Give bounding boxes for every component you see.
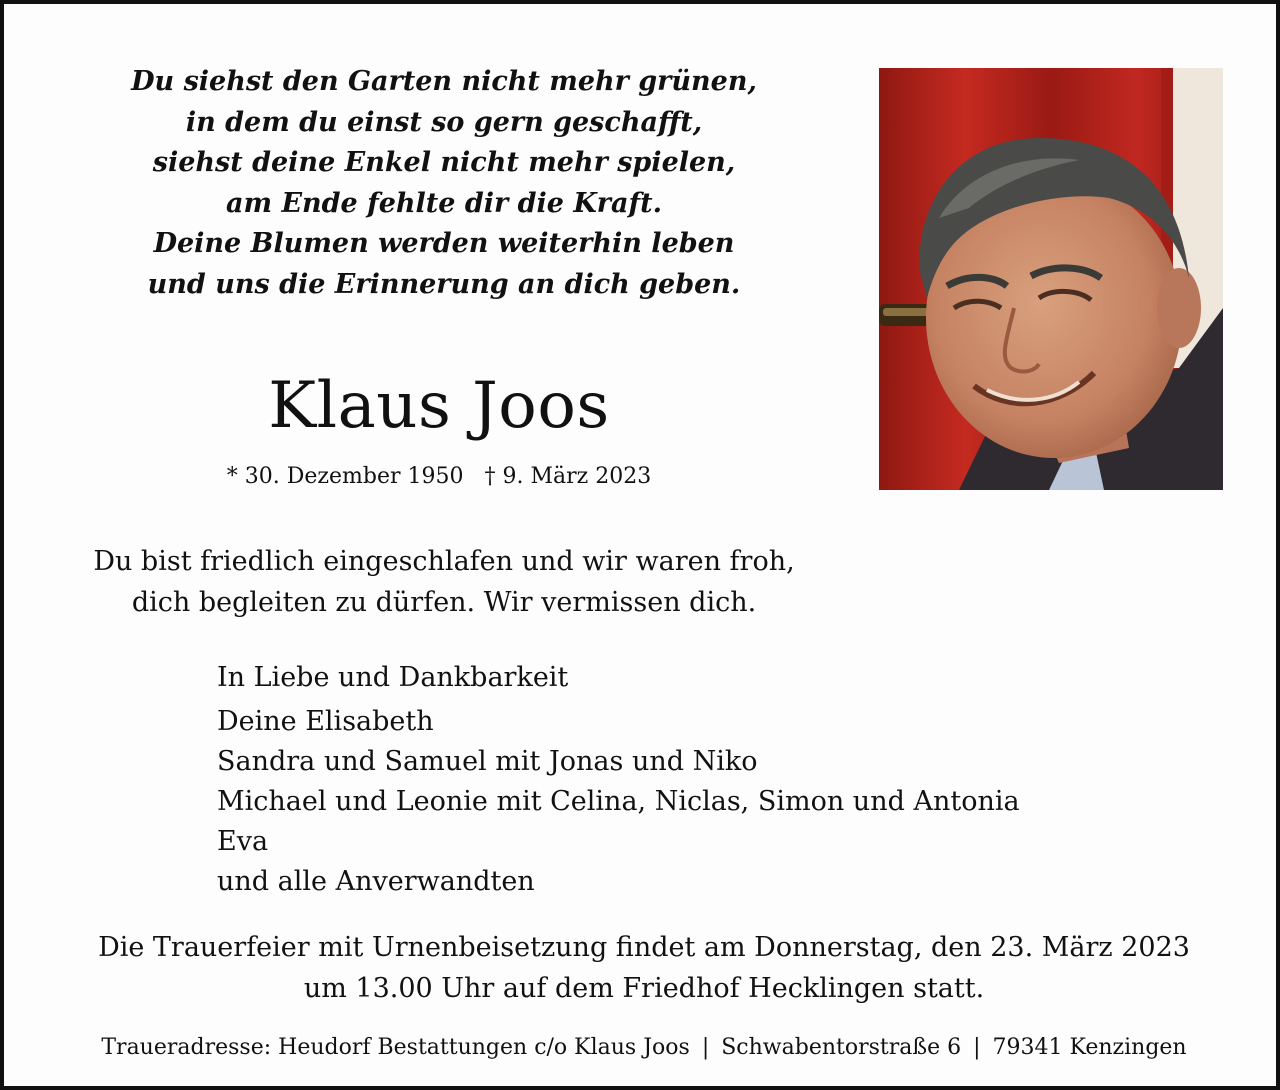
mourners-block (217, 658, 1217, 902)
quote-line: dich begleiten zu dürfen. Wir vermissen dich. (131, 586, 757, 618)
signoff-lead: In Liebe und Dankbarkeit (217, 662, 569, 693)
address-separator: | (973, 1035, 981, 1060)
address-part: Schwabentorstraße 6 (721, 1035, 962, 1060)
ceremony-line: Die Trauerfeier mit Urnenbeisetzung findet am Donnerstag, den 23. März 2023 (98, 932, 1190, 963)
ceremony-line: um 13.00 Uhr auf dem Friedhof Hecklingen statt. (303, 972, 985, 1004)
mourning-address (24, 1032, 1264, 1064)
life-dates (134, 462, 744, 492)
birth-date: * 30. Dezember 1950 (226, 464, 464, 489)
poem-line: Deine Blumen werden weiterhin leben (153, 228, 735, 259)
portrait-photo (879, 68, 1223, 490)
mourner-line: Eva (217, 826, 269, 857)
poem-line: siehst deine Enkel nicht mehr spielen, (152, 147, 736, 178)
mourner-line: Deine Elisabeth (217, 706, 434, 737)
death-date: † 9. März 2023 (484, 464, 652, 489)
poem-line: und uns die Erinnerung an dich geben. (147, 268, 741, 300)
farewell-quote (44, 542, 844, 623)
mourner-line: und alle Anverwandten (217, 866, 535, 897)
address-part: 79341 Kenzingen (992, 1035, 1187, 1060)
address-part: Traueradresse: Heudorf Bestattungen c/o Klaus Joos (101, 1035, 690, 1060)
ceremony-notice (24, 928, 1264, 1009)
quote-line: Du bist friedlich eingeschlafen und wir waren froh, (93, 546, 795, 577)
poem-line: Du siehst den Garten nicht mehr grünen, (131, 66, 757, 97)
poem (64, 62, 824, 305)
mourner-line: Michael und Leonie mit Celina, Niclas, Simon und Antonia (217, 786, 1020, 817)
poem-line: in dem du einst so gern geschafft, (185, 106, 703, 138)
mourner-line: Sandra und Samuel mit Jonas und Niko (217, 746, 758, 777)
poem-line: am Ende fehlte dir die Kraft. (225, 187, 662, 219)
deceased-name: Klaus Joos (268, 369, 610, 443)
address-separator: | (701, 1035, 710, 1060)
